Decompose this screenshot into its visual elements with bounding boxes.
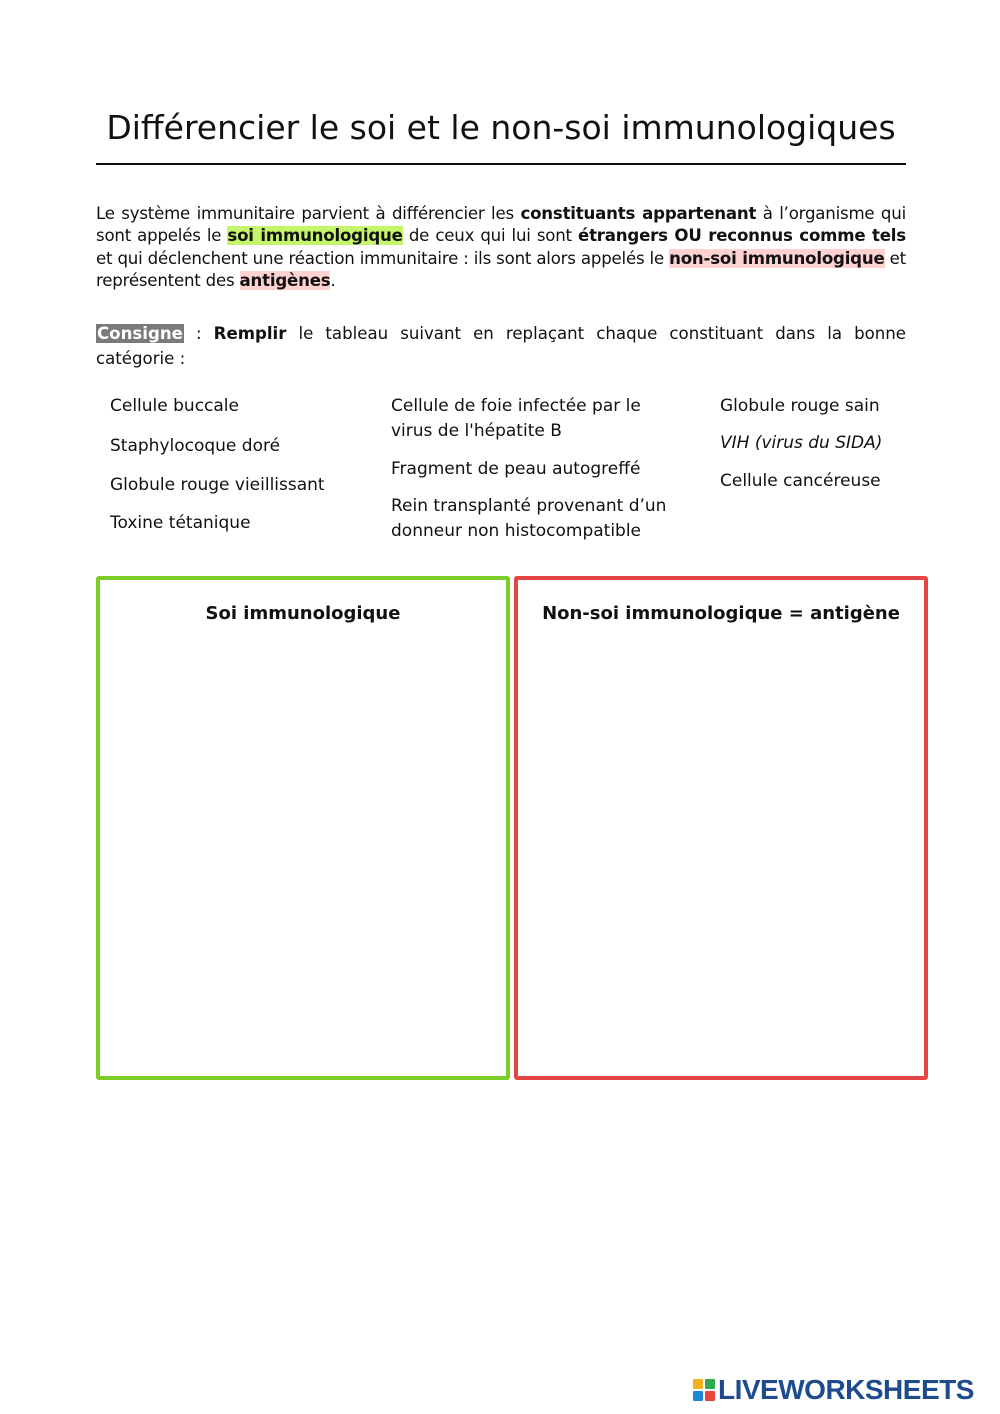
instruction [96, 321, 906, 371]
liveworksheets-brand [692, 1374, 992, 1406]
word-rein-line2: donneur non histocompatible [391, 521, 642, 541]
intro-bold-constituants: constituants appartenant [520, 204, 757, 223]
consigne-sep: : [183, 324, 214, 343]
word-fragment-peau[interactable]: Fragment de peau autogreffé [391, 459, 641, 479]
nonsoi-title: Non-soi immunologique = antigène [542, 603, 900, 624]
intro-bold-etrangers: étrangers OU reconnus comme tels [578, 226, 906, 246]
intro-text-5: et représentent des [96, 248, 906, 291]
word-vih[interactable]: VIH (virus du SIDA) [720, 433, 883, 453]
consigne-text: le tableau suivant en replaçant chaque constituant dans la bonne catégorie : [96, 324, 907, 368]
liveworksheets-wordmark: LIVEWORKSHEETS [718, 1374, 974, 1405]
highlight-antigenes: antigènes [239, 271, 331, 291]
soi-title: Soi immunologique [205, 603, 401, 624]
word-staphylocoque[interactable]: Staphylocoque doré [110, 436, 281, 456]
word-globule-sain[interactable]: Globule rouge sain [720, 396, 880, 416]
word-cellule-cancereuse[interactable]: Cellule cancéreuse [720, 471, 881, 491]
intro-text-3: de ceux qui lui sont [402, 226, 579, 246]
consigne-bold: Remplir [213, 324, 287, 343]
intro-text-4: et qui déclenchent une réaction immunitaire : ils sont alors appelés le [96, 248, 670, 268]
intro-text-6: . [330, 271, 336, 291]
intro-paragraph [96, 203, 906, 293]
word-globule-vieillissant[interactable]: Globule rouge vieillissant [110, 475, 325, 495]
word-cellule-foie-line1: Cellule de foie infectée par le [391, 396, 641, 416]
highlight-soi: soi immunologique [227, 226, 403, 246]
word-cellule-foie-line2: virus de l'hépatite B [391, 421, 562, 441]
word-rein-line1: Rein transplanté provenant d’un [391, 496, 667, 516]
nonsoi-drop-zone[interactable] [514, 576, 928, 1080]
word-toxine[interactable]: Toxine tétanique [110, 513, 251, 533]
page-title: Différencier le soi et le non-soi immunologiques [106, 108, 896, 147]
intro-text-2: à l’organisme qui sont appelés le [96, 204, 906, 246]
soi-drop-zone[interactable] [96, 576, 510, 1080]
word-cellule-foie-infectee[interactable] [391, 394, 641, 444]
title-underline [96, 163, 906, 165]
highlight-nonsoi: non-soi immunologique [669, 248, 885, 268]
consigne-label: Consigne [97, 324, 183, 343]
liveworksheets-logo-icon [692, 1378, 716, 1402]
intro-text-1: Le système immunitaire parvient à différencier les [96, 204, 521, 223]
word-rein-transplante[interactable] [391, 494, 666, 544]
word-cellule-buccale[interactable]: Cellule buccale [110, 396, 239, 416]
